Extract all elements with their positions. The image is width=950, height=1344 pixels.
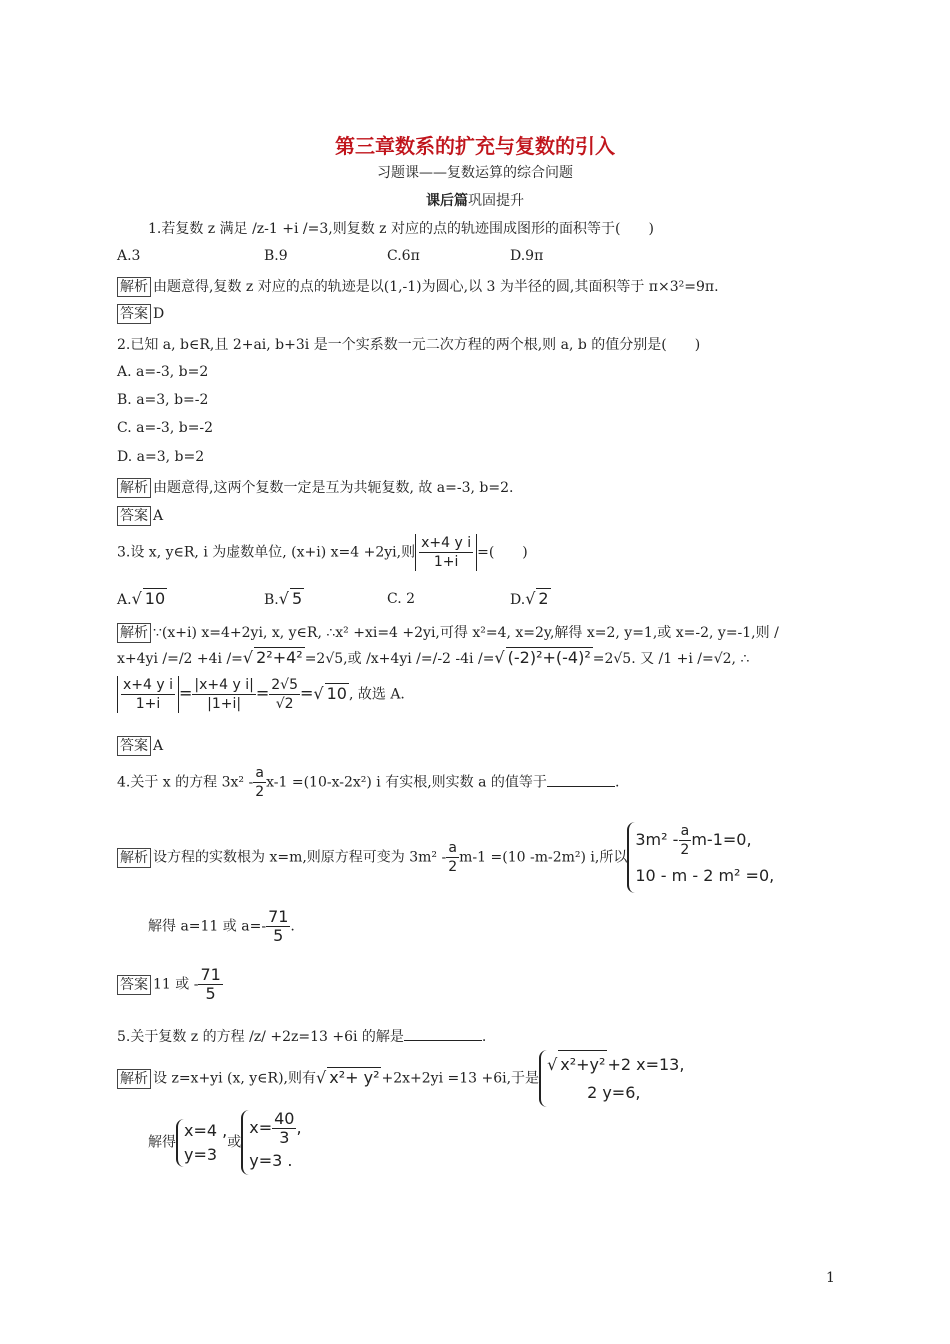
section-heading-bold: 课后篇 bbox=[426, 193, 468, 209]
q3-fraction-a bbox=[121, 676, 175, 713]
q5-answer-blank bbox=[404, 1026, 482, 1041]
q4-stem-fraction-den: 2 bbox=[255, 784, 265, 800]
q5-solution-2-x-post: , bbox=[296, 1118, 302, 1137]
q3-option-a-label: A. bbox=[117, 592, 132, 608]
q4-analysis bbox=[117, 822, 774, 893]
sqrt-symbol: √ 2 bbox=[525, 589, 549, 608]
q2-option-d: D. a=3, b=2 bbox=[117, 449, 205, 465]
q4-analysis-fraction-num: a bbox=[448, 840, 457, 856]
q3-stem bbox=[117, 534, 528, 571]
q4-solution-end: . bbox=[290, 918, 295, 935]
q1-option-d: D.9π bbox=[510, 248, 544, 264]
q4-analysis-fraction bbox=[446, 839, 459, 876]
q4-solution-fraction-den: 5 bbox=[273, 926, 284, 945]
q4-system-fraction-num: a bbox=[680, 823, 690, 839]
page-number: 1 bbox=[826, 1270, 835, 1286]
sqrt-symbol: √ 2²+4² bbox=[242, 648, 303, 667]
q3-abs-fraction bbox=[415, 534, 477, 571]
q2-option-b: B. a=3, b=-2 bbox=[117, 392, 209, 408]
q5-solution bbox=[148, 1110, 302, 1175]
q4-answer-blank bbox=[547, 772, 615, 787]
sqrt-symbol: √ x²+y² bbox=[547, 1055, 607, 1074]
q3-option-d-label: D. bbox=[510, 592, 526, 608]
q4-system-line1-pre: 3m² - bbox=[635, 830, 679, 849]
q5-or: 或 bbox=[227, 1134, 242, 1151]
q1-answer-text: D bbox=[153, 306, 165, 322]
q3-analysis-3-post: , 故选 A. bbox=[348, 686, 405, 703]
q5-stem-end: . bbox=[481, 1029, 487, 1045]
q5-root: x²+ y² bbox=[329, 1067, 380, 1087]
answer-tag: 答案 bbox=[117, 506, 151, 526]
q5-stem bbox=[117, 1026, 486, 1046]
q5-analysis bbox=[117, 1050, 684, 1107]
q5-solution-2-fraction-den: 3 bbox=[279, 1128, 290, 1147]
equals-sign: = bbox=[300, 683, 314, 703]
q4-system-fraction-den: 2 bbox=[680, 842, 690, 858]
sqrt-symbol: √ 10 bbox=[131, 589, 166, 608]
q3-fraction-den: 1+i bbox=[433, 554, 459, 570]
q5-system-line1 bbox=[547, 1050, 684, 1079]
q4-answer-fraction-num: 71 bbox=[200, 965, 221, 984]
analysis-tag: 解析 bbox=[117, 478, 151, 498]
q3-root3: 10 bbox=[326, 683, 347, 703]
q3-analysis-2-post: =2√5. 又 /1 +i /=√2, ∴ bbox=[592, 651, 750, 667]
q4-solution bbox=[148, 908, 295, 945]
q5-solution-1-y: y=3 bbox=[184, 1144, 218, 1164]
q2-option-a: A. a=-3, b=2 bbox=[117, 364, 209, 380]
q4-system-line2: 10 - m - 2 m² =0, bbox=[635, 866, 775, 885]
q5-solution-system-1 bbox=[176, 1119, 227, 1167]
answer-tag: 答案 bbox=[117, 304, 151, 324]
q2-analysis-text: 由题意得,这两个复数一定是互为共轭复数, 故 a=-3, b=2. bbox=[153, 480, 514, 496]
q3-fraction-a-den: 1+i bbox=[135, 696, 161, 712]
q4-answer-fraction bbox=[198, 966, 222, 1003]
q3-option-c: C. 2 bbox=[387, 591, 416, 607]
q3-option-d bbox=[510, 588, 551, 608]
q3-stem-post: =( ) bbox=[477, 544, 528, 561]
q4-stem-end: . bbox=[614, 774, 620, 791]
q3-analysis-line1 bbox=[117, 622, 779, 643]
q3-fraction-a-num: x+4 y i bbox=[123, 677, 173, 693]
q4-equation-system bbox=[627, 822, 774, 893]
q3-option-b bbox=[264, 588, 304, 608]
answer-tag: 答案 bbox=[117, 975, 151, 995]
equals-sign: = bbox=[179, 683, 193, 703]
q3-fraction-c-den: √2 bbox=[275, 696, 294, 712]
q3-analysis-line2 bbox=[117, 647, 749, 668]
q3-analysis-2-pre: x+4yi /=/2 +4i /= bbox=[117, 651, 243, 667]
q4-system-line1-post: m-1=0, bbox=[691, 830, 752, 849]
sqrt-symbol: √ x²+ y² bbox=[316, 1067, 380, 1087]
analysis-tag: 解析 bbox=[117, 1069, 151, 1089]
q3-option-a bbox=[117, 588, 167, 608]
equals-sign: = bbox=[255, 683, 270, 703]
section-heading-rest: 巩固提升 bbox=[468, 193, 524, 209]
analysis-tag: 解析 bbox=[117, 623, 151, 643]
q5-solution-1-x: x=4 , bbox=[184, 1120, 228, 1140]
q5-analysis-pre: 设 z=x+yi (x, y∈R),则有 bbox=[153, 1070, 317, 1087]
q3-analysis-2-mid: =2√5,或 /x+4yi /=/-2 -4i /= bbox=[304, 651, 495, 667]
q3-fraction-b-den: |1+i| bbox=[207, 696, 242, 712]
q2-analysis bbox=[117, 477, 513, 498]
chapter-title: 第三章数系的扩充与复数的引入 bbox=[335, 134, 615, 158]
sqrt-symbol: √ 10 bbox=[313, 683, 347, 703]
q4-solution-fraction bbox=[266, 908, 290, 945]
q3-fraction-c-num: 2√5 bbox=[271, 677, 298, 693]
q4-stem-fraction bbox=[253, 764, 266, 801]
q3-root1: 2²+4² bbox=[256, 648, 303, 667]
q3-fraction bbox=[419, 534, 473, 571]
sqrt-symbol: √ (-2)²+(-4)² bbox=[494, 648, 591, 667]
q4-stem-fraction-num: a bbox=[255, 765, 264, 781]
q1-option-c: C.6π bbox=[387, 248, 420, 264]
lesson-subtitle: 习题课——复数运算的综合问题 bbox=[377, 165, 573, 181]
q2-answer-text: A bbox=[153, 508, 164, 524]
q1-analysis-text: 由题意得,复数 z 对应的点的轨迹是以(1,-1)为圆心,以 3 为半径的圆,其面积等于 π×3²=9π. bbox=[153, 279, 719, 295]
q4-system-line1 bbox=[635, 822, 774, 859]
q5-solution-2-y: y=3 . bbox=[249, 1151, 293, 1170]
q3-root2: (-2)²+(-4)² bbox=[507, 648, 591, 667]
q3-stem-pre: 3.设 x, y∈R, i 为虚数单位, (x+i) x=4 +2yi,则 bbox=[117, 544, 416, 561]
q5-solution-2-x-pre: x= bbox=[249, 1118, 273, 1137]
q3-analysis-1: ∵(x+i) x=4+2yi, x, y∈R, ∴x² +xi=4 +2yi,可得 x²=4, x=2y,解得 x=2, y=1,或 x=-2, y=-1,则 / bbox=[153, 625, 779, 641]
q3-option-b-radicand: 5 bbox=[291, 589, 303, 608]
q3-abs-fraction-2 bbox=[117, 676, 179, 713]
q4-stem bbox=[117, 764, 619, 801]
q4-answer-fraction-den: 5 bbox=[205, 984, 216, 1003]
q4-system-fraction bbox=[678, 822, 691, 859]
q5-solution-2-x bbox=[249, 1110, 301, 1147]
q3-fraction-b-num: |x+4 y i| bbox=[194, 677, 254, 693]
q3-answer-text: A bbox=[153, 738, 164, 754]
q4-analysis-fraction-den: 2 bbox=[448, 859, 458, 875]
answer-tag: 答案 bbox=[117, 736, 151, 756]
sqrt-symbol: √ 5 bbox=[278, 589, 303, 608]
q5-equation-system bbox=[539, 1050, 684, 1107]
q4-stem-post: x-1 =(10-x-2x²) i 有实根,则实数 a 的值等于 bbox=[266, 774, 547, 791]
q2-option-c: C. a=-3, b=-2 bbox=[117, 420, 214, 436]
q5-solution-2-fraction bbox=[272, 1110, 296, 1147]
q4-analysis-pre: 设方程的实数根为 x=m,则原方程可变为 3m² - bbox=[153, 849, 447, 866]
q3-fraction-c bbox=[269, 676, 300, 713]
analysis-tag: 解析 bbox=[117, 848, 151, 868]
q1-option-a: A.3 bbox=[117, 248, 141, 264]
q4-analysis-post: m-1 =(10 -m-2m²) i,所以 bbox=[459, 849, 628, 866]
q2-stem: 2.已知 a, b∈R,且 2+ai, b+3i 是一个实系数一元二次方程的两个根,则 a, b 的值分别是( ) bbox=[117, 337, 701, 353]
q4-stem-pre: 4.关于 x 的方程 3x² - bbox=[117, 774, 254, 791]
q3-option-b-label: B. bbox=[264, 592, 279, 608]
analysis-tag: 解析 bbox=[117, 277, 151, 297]
q4-solution-fraction-num: 71 bbox=[268, 907, 289, 926]
q1-stem: 1.若复数 z 满足 /z-1 +i /=3,则复数 z 对应的点的轨迹围成图形的面积等于( ) bbox=[148, 221, 654, 237]
q1-analysis bbox=[117, 276, 719, 297]
q1-option-b: B.9 bbox=[264, 248, 288, 264]
q5-analysis-post: +2x+2yi =13 +6i,于是 bbox=[381, 1070, 540, 1087]
q4-answer bbox=[117, 966, 223, 1003]
q3-fraction-num: x+4 y i bbox=[421, 535, 472, 551]
q3-fraction-b bbox=[192, 676, 255, 713]
q5-system-line1-post: +2 x=13, bbox=[607, 1055, 685, 1074]
q2-answer bbox=[117, 506, 163, 526]
q5-solution-system-2 bbox=[241, 1110, 301, 1175]
q5-stem-text: 5.关于复数 z 的方程 /z/ +2z=13 +6i 的解是 bbox=[117, 1029, 404, 1045]
q5-system-line2: 2 y=6, bbox=[587, 1083, 641, 1102]
q5-solution-2-fraction-num: 40 bbox=[274, 1109, 295, 1128]
q3-analysis-line3 bbox=[117, 676, 405, 713]
q1-answer bbox=[117, 304, 164, 324]
q3-option-a-radicand: 10 bbox=[144, 589, 166, 608]
q3-option-d-radicand: 2 bbox=[538, 589, 549, 608]
q4-solution-pre: 解得 a=11 或 a=- bbox=[148, 918, 267, 935]
q4-answer-pre: 11 或 - bbox=[153, 976, 199, 993]
q5-solution-label: 解得 bbox=[148, 1134, 176, 1151]
section-heading bbox=[0, 190, 950, 210]
q5-system-root: x²+y² bbox=[558, 1050, 607, 1079]
q3-answer bbox=[117, 736, 163, 756]
